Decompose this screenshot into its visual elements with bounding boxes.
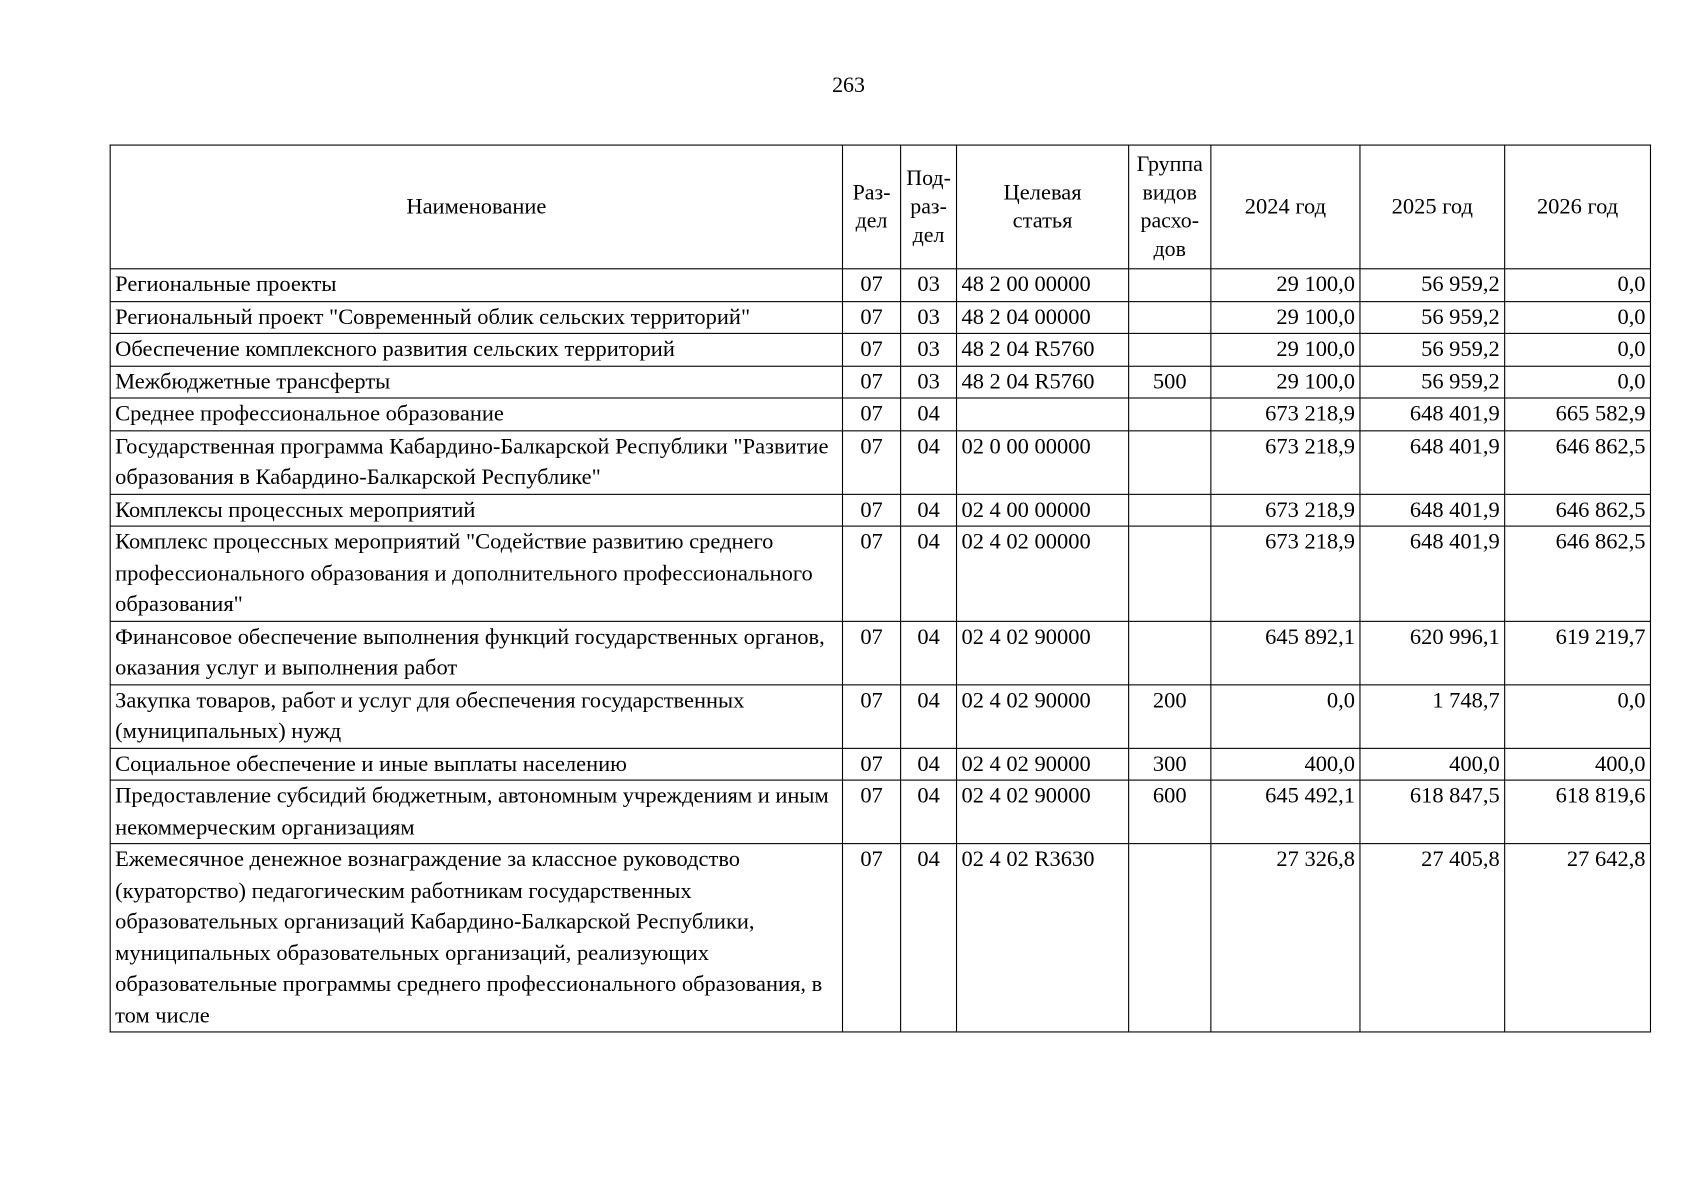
row-name: Предоставление субсидий бюджетным, автономным учреждениям и иным некоммерческим организациям: [110, 780, 842, 844]
row-section: 07: [843, 526, 901, 621]
row-value-2025: 648 401,9: [1360, 398, 1505, 430]
row-name: Комплексы процессных мероприятий: [110, 494, 842, 526]
table-header-row: [110, 145, 1650, 269]
row-name: Региональный проект "Современный облик сельских территорий": [110, 301, 842, 333]
row-section: 07: [843, 684, 901, 748]
row-subsection: 04: [901, 748, 957, 780]
row-expense-group: [1129, 494, 1211, 526]
table-row: [110, 333, 1650, 365]
row-value-2025: 27 405,8: [1360, 844, 1505, 1032]
row-section: 07: [843, 780, 901, 844]
row-subsection: 03: [901, 333, 957, 365]
row-value-2024: 29 100,0: [1211, 301, 1360, 333]
row-target-article: 02 4 02 90000: [957, 780, 1129, 844]
row-target-article: 02 0 00 00000: [957, 430, 1129, 494]
row-value-2026: 0,0: [1505, 366, 1651, 398]
row-value-2025: 618 847,5: [1360, 780, 1505, 844]
row-subsection: 04: [901, 780, 957, 844]
row-target-article: 02 4 02 90000: [957, 748, 1129, 780]
row-value-2025: 648 401,9: [1360, 494, 1505, 526]
row-name: Государственная программа Кабардино-Балкарской Республики "Развитие образования в Кабардино-Балкарской Республике": [110, 430, 842, 494]
row-name: Комплекс процессных мероприятий "Содействие развитию среднего профессионального образования и дополнительного профессионального образования": [110, 526, 842, 621]
row-name: Среднее профессиональное образование: [110, 398, 842, 430]
row-value-2026: 618 819,6: [1505, 780, 1651, 844]
row-value-2026: 665 582,9: [1505, 398, 1651, 430]
row-section: 07: [843, 748, 901, 780]
row-name: Закупка товаров, работ и услуг для обеспечения государственных (муниципальных) нужд: [110, 684, 842, 748]
row-name: Обеспечение комплексного развития сельских территорий: [110, 333, 842, 365]
row-value-2024: 29 100,0: [1211, 366, 1360, 398]
header-section: Раз- дел: [843, 145, 901, 269]
header-year-2025: 2025 год: [1360, 145, 1505, 269]
header-target-article: Целевая статья: [957, 145, 1129, 269]
row-target-article: 48 2 04 R5760: [957, 333, 1129, 365]
row-expense-group: 200: [1129, 684, 1211, 748]
row-subsection: 04: [901, 398, 957, 430]
row-target-article: 02 4 02 R3630: [957, 844, 1129, 1032]
row-section: 07: [843, 333, 901, 365]
table-row: [110, 621, 1650, 685]
header-subsection: Под- раз- дел: [901, 145, 957, 269]
row-section: 07: [843, 621, 901, 685]
row-value-2025: 1 748,7: [1360, 684, 1505, 748]
table-row: [110, 494, 1650, 526]
row-value-2024: 645 892,1: [1211, 621, 1360, 685]
row-target-article: 48 2 04 R5760: [957, 366, 1129, 398]
row-expense-group: [1129, 430, 1211, 494]
row-value-2025: 620 996,1: [1360, 621, 1505, 685]
row-target-article: 02 4 00 00000: [957, 494, 1129, 526]
page-number: 263: [832, 73, 865, 98]
row-value-2025: 56 959,2: [1360, 333, 1505, 365]
row-value-2026: 619 219,7: [1505, 621, 1651, 685]
table-row: [110, 748, 1650, 780]
row-section: 07: [843, 844, 901, 1032]
row-expense-group: 600: [1129, 780, 1211, 844]
row-target-article: 48 2 04 00000: [957, 301, 1129, 333]
row-section: 07: [843, 494, 901, 526]
row-value-2026: 0,0: [1505, 684, 1651, 748]
row-expense-group: [1129, 269, 1211, 301]
row-value-2025: 400,0: [1360, 748, 1505, 780]
row-expense-group: [1129, 301, 1211, 333]
row-value-2026: 646 862,5: [1505, 494, 1651, 526]
table-row: [110, 398, 1650, 430]
row-value-2024: 673 218,9: [1211, 494, 1360, 526]
row-value-2025: 648 401,9: [1360, 526, 1505, 621]
table-row: [110, 366, 1650, 398]
row-value-2026: 0,0: [1505, 301, 1651, 333]
row-target-article: 02 4 02 00000: [957, 526, 1129, 621]
row-expense-group: [1129, 526, 1211, 621]
row-expense-group: [1129, 333, 1211, 365]
row-value-2026: 646 862,5: [1505, 430, 1651, 494]
row-expense-group: 500: [1129, 366, 1211, 398]
row-subsection: 03: [901, 366, 957, 398]
row-subsection: 04: [901, 844, 957, 1032]
row-value-2025: 648 401,9: [1360, 430, 1505, 494]
row-target-article: [957, 398, 1129, 430]
row-name: Региональные проекты: [110, 269, 842, 301]
row-value-2024: 29 100,0: [1211, 333, 1360, 365]
table-row: [110, 269, 1650, 301]
row-value-2026: 400,0: [1505, 748, 1651, 780]
row-name: Социальное обеспечение и иные выплаты населению: [110, 748, 842, 780]
row-value-2025: 56 959,2: [1360, 301, 1505, 333]
row-value-2024: 673 218,9: [1211, 526, 1360, 621]
row-value-2026: 0,0: [1505, 333, 1651, 365]
row-value-2025: 56 959,2: [1360, 269, 1505, 301]
row-value-2024: 673 218,9: [1211, 430, 1360, 494]
row-section: 07: [843, 269, 901, 301]
header-name: Наименование: [110, 145, 842, 269]
row-value-2024: 673 218,9: [1211, 398, 1360, 430]
row-value-2024: 645 492,1: [1211, 780, 1360, 844]
row-subsection: 03: [901, 301, 957, 333]
header-expense-group: Группа видов расхо- дов: [1129, 145, 1211, 269]
row-subsection: 04: [901, 494, 957, 526]
row-expense-group: [1129, 844, 1211, 1032]
row-expense-group: [1129, 621, 1211, 685]
row-expense-group: [1129, 398, 1211, 430]
row-subsection: 04: [901, 684, 957, 748]
table-row: [110, 430, 1650, 494]
row-value-2025: 56 959,2: [1360, 366, 1505, 398]
row-subsection: 04: [901, 621, 957, 685]
header-year-2026: 2026 год: [1505, 145, 1651, 269]
row-value-2024: 400,0: [1211, 748, 1360, 780]
row-target-article: 02 4 02 90000: [957, 621, 1129, 685]
row-value-2026: 0,0: [1505, 269, 1651, 301]
row-value-2024: 29 100,0: [1211, 269, 1360, 301]
row-name: Ежемесячное денежное вознаграждение за классное руководство (кураторство) педагогическим работникам государственных образовательных организаций Кабардино-Балкарской Республики, муниципальных образовательных организаций, реализующих образовательные программы среднего профессионального образования, в том числе: [110, 844, 842, 1032]
table-body: [110, 269, 1650, 1032]
row-value-2024: 0,0: [1211, 684, 1360, 748]
table-row: [110, 844, 1650, 1032]
table-row: [110, 780, 1650, 844]
row-subsection: 04: [901, 430, 957, 494]
row-value-2026: 27 642,8: [1505, 844, 1651, 1032]
budget-table: [110, 145, 1651, 1033]
table-row: [110, 684, 1650, 748]
row-name: Межбюджетные трансферты: [110, 366, 842, 398]
row-section: 07: [843, 398, 901, 430]
row-section: 07: [843, 301, 901, 333]
row-target-article: 02 4 02 90000: [957, 684, 1129, 748]
row-value-2024: 27 326,8: [1211, 844, 1360, 1032]
row-subsection: 04: [901, 526, 957, 621]
row-value-2026: 646 862,5: [1505, 526, 1651, 621]
table-row: [110, 301, 1650, 333]
row-target-article: 48 2 00 00000: [957, 269, 1129, 301]
header-year-2024: 2024 год: [1211, 145, 1360, 269]
row-subsection: 03: [901, 269, 957, 301]
row-section: 07: [843, 430, 901, 494]
row-name: Финансовое обеспечение выполнения функций государственных органов, оказания услуг и выполнения работ: [110, 621, 842, 685]
row-expense-group: 300: [1129, 748, 1211, 780]
table-row: [110, 526, 1650, 621]
row-section: 07: [843, 366, 901, 398]
